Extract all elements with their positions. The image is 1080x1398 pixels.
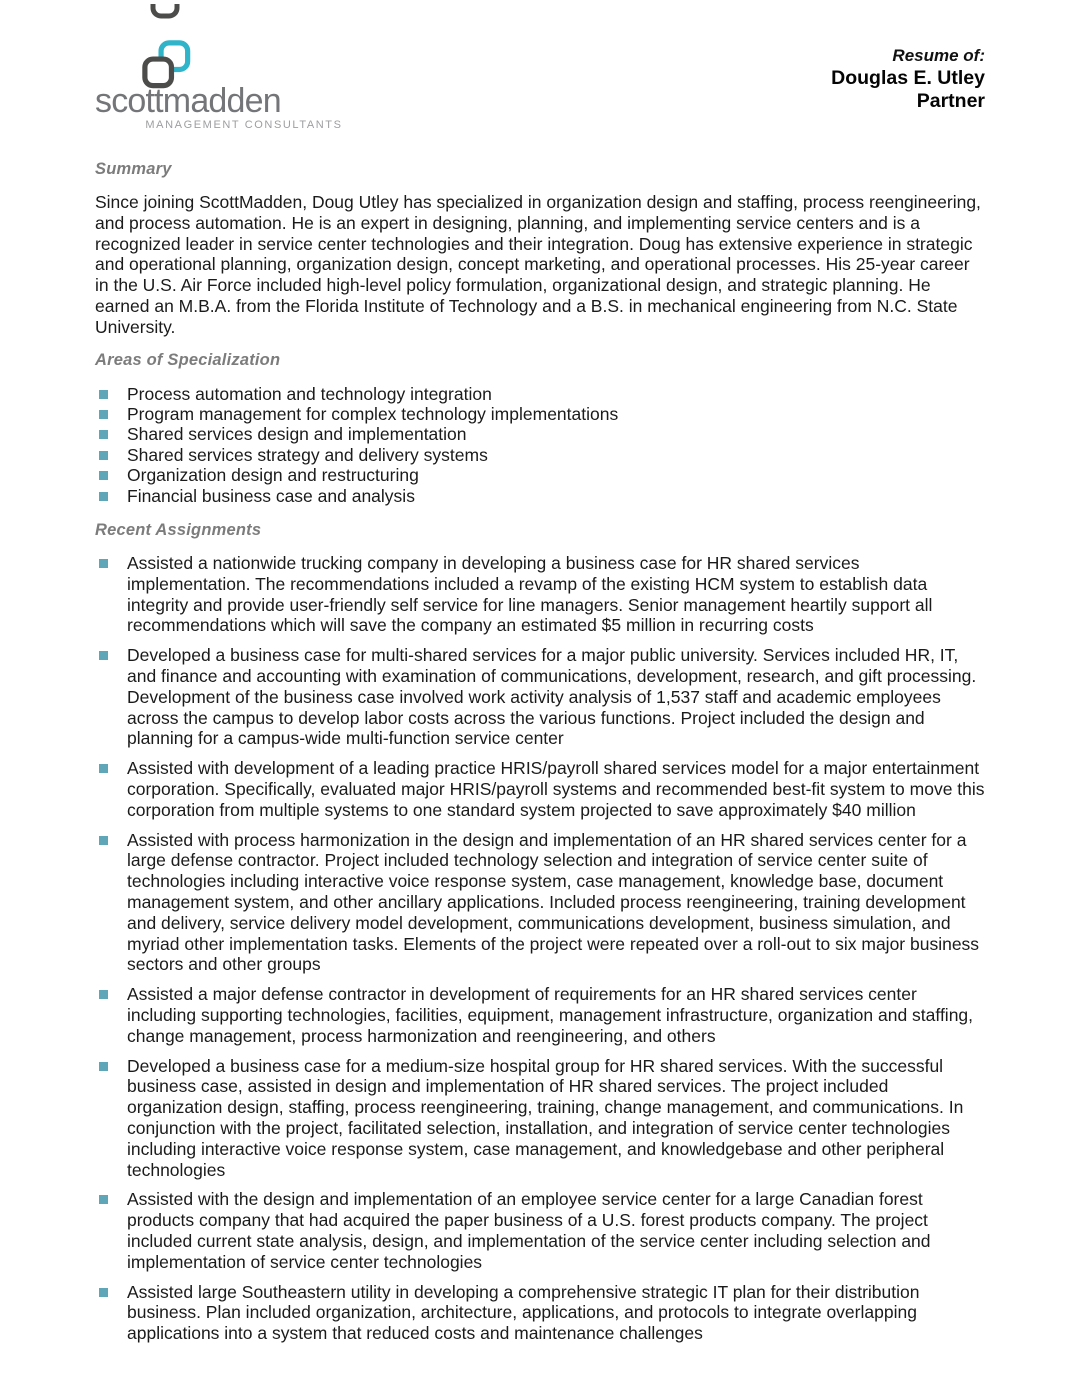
list-item [95,486,985,506]
summary-heading: Summary [95,160,172,178]
bullet-square-icon [99,651,108,660]
bullet-square-icon [99,451,108,460]
list-item-text: Assisted with development of a leading practice HRIS/payroll shared services model for a major entertainment corporation. Specifically, evaluated major HRIS/payroll systems and recommended best-fit system to move this corporation from multiple systems to one standard system projected to save approximately $40 million [127,758,985,820]
resume-of-label: Resume of: [892,46,985,65]
assignments-list [95,553,985,1344]
brand-tagline: MANAGEMENT CONSULTANTS [145,119,343,131]
list-item-text: Assisted a major defense contractor in development of requirements for an HR shared services center including supporting technologies, facilities, equipment, management infrastructure, organization and staffing, change management, process harmonization and reengineering, and others [127,984,974,1046]
list-item [95,758,985,820]
areas-of-specialization-section [95,351,985,506]
page-header [95,0,985,150]
list-item [95,445,985,465]
bullet-square-icon [99,430,108,439]
person-title: Partner [916,90,985,112]
bullet-square-icon [99,492,108,501]
list-item-text: Shared services strategy and delivery systems [127,444,488,465]
list-item-text: Assisted large Southeastern utility in developing a comprehensive strategic IT plan for their distribution business. Plan included organization, architecture, applications, and protocols to integrate overlapping applications into a system that reduced costs and maintenance challenges [127,1281,920,1344]
bullet-square-icon [99,836,108,845]
bullet-square-icon [99,1288,108,1297]
bullet-square-icon [99,471,108,480]
assignments-heading: Recent Assignments [95,521,262,540]
bullet-square-icon [99,1195,108,1204]
list-item [95,984,985,1046]
brand-name: scottmadden [95,82,281,120]
list-item [95,1189,985,1272]
bullet-square-icon [99,1062,108,1071]
resume-of-block [831,44,985,113]
specialization-heading: Areas of Specialization [95,350,281,369]
list-item [95,1056,985,1181]
list-item [95,424,985,444]
list-item-text: Organization design and restructuring [127,465,419,486]
list-item-text: Process automation and technology integration [127,383,492,404]
bullet-square-icon [99,990,108,999]
list-item [95,1282,985,1344]
list-item [95,465,985,485]
list-item [95,384,985,404]
summary-section [95,160,985,338]
list-item [95,404,985,424]
bullet-square-icon [99,764,108,773]
list-item-text: Shared services design and implementation [127,424,467,445]
bullet-square-icon [99,410,108,419]
list-item-text: Assisted a nationwide trucking company in developing a business case for HR shared services implementation. The recommendations included a revamp of the existing HCM system to establish data integrity and provide user-friendly self service for line managers. Senior management heartily support all recommendations which will save the company an estimated $5 million in recurring costs [127,553,933,636]
list-item-text: Developed a business case for multi-shared services for a major public university. Services included HR, IT, and finance and accounting with examination of communications, development, research, and gift processing. Development of the business case involved work activity analysis of 1,537 staff and academic employees across the campus to develop labor costs across the various functions. Project included the design and planning for a campus-wide multi-function service center [127,645,977,749]
list-item [95,830,985,976]
bullet-square-icon [99,390,108,399]
summary-text: Since joining ScottMadden, Doug Utley has specialized in organization design and staffing, process reengineering, and process automation. He is an expert in designing, planning, and implementing service centers and is a recognized leader in service center technologies and their integration. Doug has extensive experience in strategic and operational planning, organization design, concept marketing, and operational processes. His 25-year career in the U.S. Air Force included high-level policy formulation, organizational design, and strategic planning. He earned an M.B.A. from the Florida Institute of Technology and a B.S. in mechanical engineering from N.C. State University. [95,192,981,337]
list-item-text: Financial business case and analysis [127,485,415,506]
list-item-text: Assisted with process harmonization in the design and implementation of an HR shared services center for a large defense contractor. Project included technology selection and integration of service center suite of technologies including interactive voice response system, case management, knowledge base, document management system, and other ancillary applications. Included process reengineering, training development and delivery, service delivery model development, communications development, business simulation, and myriad other implementation tasks. Elements of the project were repeated over a roll-out to six major business sectors and other groups [127,829,980,975]
list-item-text: Developed a business case for a medium-size hospital group for HR shared services. With the successful business case, assisted in design and implementation of HR shared services. The project included organization design, staffing, process reengineering, training, change management, and communications. In conjunction with the project, facilitated selection, installation, and integration of service center technologies including interactive voice response system, case management, and knowledgebase and other peripheral technologies [127,1055,964,1180]
recent-assignments-section [95,521,985,1344]
bullet-square-icon [99,559,108,568]
person-name: Douglas E. Utley [831,67,985,89]
list-item-text: Program management for complex technology implementations [127,403,619,424]
list-item-text: Assisted with the design and implementation of an employee service center for a large Canadian forest products company that had acquired the paper business of a U.S. forest products company. The project included current state analysis, design, and implementation of the service center including selection and implementation of service center technologies [127,1189,931,1272]
list-item [95,553,985,636]
specialization-list [95,384,985,506]
list-item [95,645,985,749]
cropped-square-logo-fragment-icon [150,4,180,24]
